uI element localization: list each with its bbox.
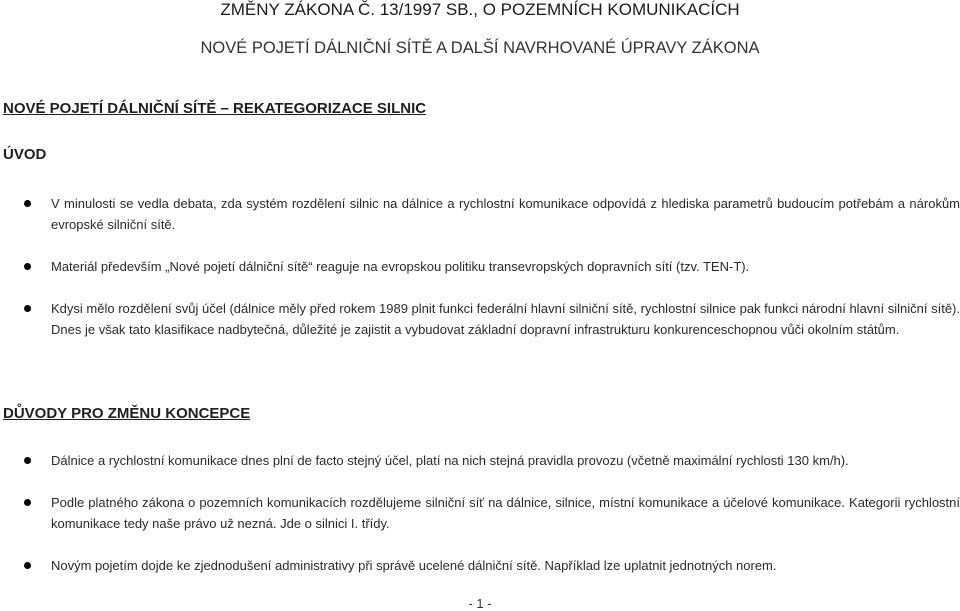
list-item	[0, 193, 960, 235]
list-item	[0, 492, 960, 534]
intro-list-2	[0, 256, 960, 277]
document-title: ZMĚNY ZÁKONA Č. 13/1997 SB., O POZEMNÍCH KOMUNIKACÍCH	[220, 0, 740, 19]
intro-list-3	[0, 298, 960, 340]
bullet-icon	[24, 499, 31, 506]
page-number: - 1 -	[468, 596, 492, 611]
list-item-text: Dálnice a rychlostní komunikace dnes plní de facto stejný účel, platí na nich stejná pravidla provozu (včetně maximální rychlosti 130 km/h).	[51, 453, 849, 468]
reasons-list-1	[0, 450, 960, 471]
list-item-text: Kdysi mělo rozdělení svůj účel (dálnice měly před rokem 1989 plnit funkci federální hlavní silniční sítě, rychlostní silnice pak funkci národní hlavní silniční sítě). Dnes je však tato klasifikace nadbytečná, důležité je zajistit a vybudovat základní dopravní infrastrukturu konkurenceschopnou vůči okolním státům.	[51, 301, 960, 337]
bullet-icon	[24, 305, 31, 312]
list-item-text: Materiál především „Nové pojetí dálniční sítě“ reaguje na evropskou politiku transevropských dopravních sítí (tzv. TEN-T).	[51, 259, 750, 274]
reasons-list-3	[0, 555, 960, 576]
list-item	[0, 298, 960, 340]
list-item	[0, 450, 960, 471]
reasons-list-2	[0, 492, 960, 534]
list-item	[0, 256, 960, 277]
section-heading-rekategorizace: NOVÉ POJETÍ DÁLNIČNÍ SÍTĚ – REKATEGORIZACE SILNIC	[3, 100, 427, 117]
bullet-icon	[24, 263, 31, 270]
list-item-text: V minulosti se vedla debata, zda systém rozdělení silnic na dálnice a rychlostní komunikace odpovídá z hlediska parametrů budoucím potřebám a nárokům evropské silniční sítě.	[51, 196, 960, 232]
section-heading-uvod: ÚVOD	[3, 146, 47, 163]
list-item-text: Novým pojetím dojde ke zjednodušení administrativy při správě ucelené dálniční sítě. Například lze uplatnit jednotných norem.	[51, 558, 777, 573]
list-item	[0, 555, 960, 576]
list-item-text: Podle platného zákona o pozemních komunikacích rozdělujeme silniční síť na dálnice, silnice, místní komunikace a účelové komunikace. Kategorii rychlostní komunikace tedy naše právo už nezná. Jde o silnici I. třídy.	[51, 495, 960, 531]
bullet-icon	[24, 200, 31, 207]
document-subtitle: NOVÉ POJETÍ DÁLNIČNÍ SÍTĚ A DALŠÍ NAVRHOVANÉ ÚPRAVY ZÁKONA	[200, 39, 760, 57]
section-heading-duvody: DŮVODY PRO ZMĚNU KONCEPCE	[3, 405, 251, 422]
bullet-icon	[24, 562, 31, 569]
intro-list-1	[0, 193, 960, 235]
bullet-icon	[24, 457, 31, 464]
